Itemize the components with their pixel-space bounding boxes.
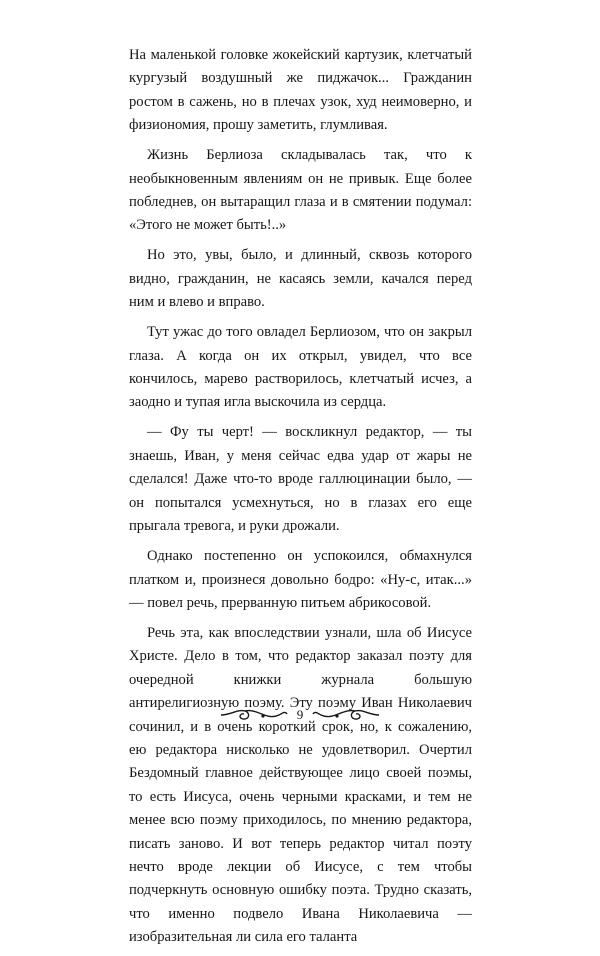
paragraph-4: Тут ужас до того овладел Берлиозом, что он закрыл глаза. А когда он их открыл, увидел, что все кончилось, марево растворилось, клетчатый исчез, а заодно и тупая игла выскочила из сердца. (129, 324, 472, 411)
paragraph-5: — Фу ты черт! — воскликнул редактор, — ты знаешь, Иван, у меня сейчас едва удар от жары не сделался! Даже что-то вроде галлюцинации было, — он попытался усмехнуться, но в глазах его еще прыгала тревога, и руки дрожали. (129, 424, 472, 535)
paragraph-1: На маленькой головке жокейский картузик, клетчатый кургузый воздушный же пиджачок... Гражданин ростом в сажень, но в плечах узок, худ неимоверно, и физиономия, прошу заметить, глумливая. (129, 47, 472, 134)
swirl-ornament-icon (219, 705, 289, 725)
page-footer (0, 700, 600, 730)
swirl-ornament-icon (311, 705, 381, 725)
paragraph-2: Жизнь Берлиоза складывалась так, что к необыкновенным явлениям он не привык. Еще более побледнев, он вытаращил глаза и в смятении подумал: «Этого не может быть!..» (129, 147, 472, 234)
body-text (129, 44, 472, 956)
paragraph-3: Но это, увы, было, и длинный, сквозь которого видно, гражданин, не касаясь земли, качался перед ним и влево и вправо. (129, 247, 472, 311)
paragraph-7: Речь эта, как впоследствии узнали, шла об Иисусе Христе. Дело в том, что редактор заказал поэту для очередной книжки журнала большую антирелигиозную поэму. Эту поэму Иван Николаевич сочинил, и в очень короткий срок, но, к сожалению, ею редактора нисколько не удовлетворил. Очертил Бездомный главное действующее лицо своей поэмы, то есть Иисуса, очень черными красками, и тем не менее всю поэму приходилось, по мнению редактора, писать заново. И вот теперь редактор читал поэту нечто вроде лекции об Иисусе, с тем чтобы подчеркнуть основную ошибку поэта. Трудно сказать, что именно подвело Ивана Николаевича — изобразительная ли сила его таланта (129, 624, 472, 946)
paragraph-6: Однако постепенно он успокоился, обмахнулся платком и, произнеся довольно бодро: «Ну-с, итак...» — повел речь, прерванную питьем абрикосовой. (129, 548, 472, 611)
page-number: 9 (296, 707, 304, 722)
